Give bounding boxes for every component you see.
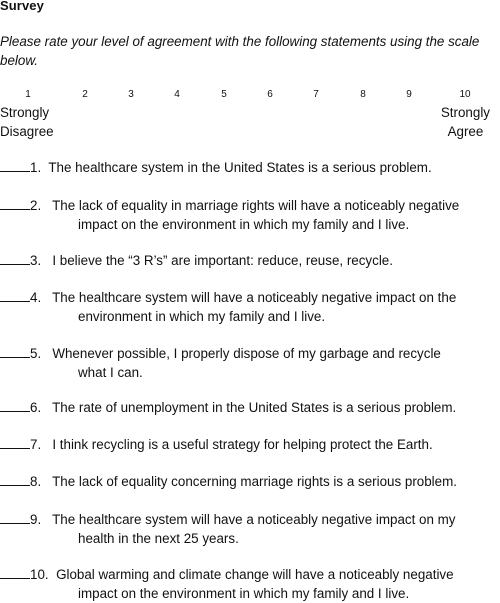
item-text-continued: what I can.	[78, 365, 143, 380]
answer-blank-9[interactable]	[0, 511, 30, 524]
scale-number-9: 9	[406, 89, 412, 100]
item-number: 7.	[30, 437, 42, 452]
item-text-continued: impact on the environment in which my family and I live.	[78, 217, 410, 232]
survey-item-2	[0, 196, 500, 234]
answer-blank-10[interactable]	[0, 566, 30, 579]
item-text-continued: impact on the environment in which my family and I live.	[78, 586, 410, 601]
item-number: 6.	[30, 400, 42, 415]
item-text: The rate of unemployment in the United States is a serious problem.	[52, 400, 457, 415]
item-number: 8.	[30, 474, 42, 489]
scale-number-4: 4	[174, 89, 180, 100]
scale-anchor-left	[0, 103, 54, 141]
answer-blank-2[interactable]	[0, 197, 30, 210]
scale-number-8: 8	[360, 89, 366, 100]
answer-blank-6[interactable]	[0, 399, 30, 412]
item-text: Global warming and climate change will have a noticeably negative	[56, 567, 454, 582]
survey-item-1	[0, 158, 500, 177]
item-number: 1.	[30, 160, 42, 175]
scale-anchor-right-line2: Agree	[447, 124, 484, 139]
scale-anchor-left-line2: Disagree	[0, 124, 54, 139]
item-number: 9.	[30, 512, 42, 527]
survey-title: Survey	[0, 0, 44, 13]
survey-item-7	[0, 435, 500, 454]
survey-item-6	[0, 398, 500, 417]
answer-blank-5[interactable]	[0, 345, 30, 358]
scale-number-6: 6	[267, 89, 273, 100]
survey-item-5	[0, 344, 500, 382]
survey-instructions: Please rate your level of agreement with the following statements using the scale below.	[0, 34, 480, 68]
item-number: 3.	[30, 253, 42, 268]
answer-blank-3[interactable]	[0, 252, 30, 265]
item-text-continued: environment in which my family and I live.	[78, 309, 326, 324]
survey-item-8	[0, 472, 500, 491]
scale-anchor-right	[441, 103, 490, 141]
answer-blank-4[interactable]	[0, 289, 30, 302]
item-text: The healthcare system will have a noticeably negative impact on my	[52, 512, 456, 527]
item-text: I believe the “3 R’s” are important: reduce, reuse, recycle.	[52, 253, 393, 268]
answer-blank-8[interactable]	[0, 473, 30, 486]
item-text: The healthcare system in the United States is a serious problem.	[48, 160, 432, 175]
scale-number-3: 3	[128, 89, 134, 100]
survey-item-3	[0, 251, 500, 270]
item-text: The healthcare system will have a noticeably negative impact on the	[52, 290, 457, 305]
item-number: 10.	[30, 567, 49, 582]
item-number: 4.	[30, 290, 42, 305]
item-number: 2.	[30, 198, 42, 213]
scale-number-10: 10	[459, 89, 471, 100]
item-text: The lack of equality in marriage rights will have a noticeably negative	[52, 198, 460, 213]
item-text-continued: health in the next 25 years.	[78, 531, 239, 546]
scale-number-5: 5	[221, 89, 227, 100]
survey-item-10	[0, 565, 500, 603]
answer-blank-1[interactable]	[0, 159, 30, 172]
scale-number-7: 7	[313, 89, 319, 100]
survey-item-4	[0, 288, 500, 326]
item-number: 5.	[30, 346, 42, 361]
scale-number-1: 1	[25, 89, 31, 100]
item-text: The lack of equality concerning marriage rights is a serious problem.	[52, 474, 457, 489]
survey-item-9	[0, 510, 500, 548]
answer-blank-7[interactable]	[0, 436, 30, 449]
item-text: I think recycling is a useful strategy for helping protect the Earth.	[52, 437, 433, 452]
item-text: Whenever possible, I properly dispose of my garbage and recycle	[52, 346, 441, 361]
scale-anchor-left-line1: Strongly	[0, 105, 50, 120]
scale-anchor-right-line1: Strongly	[440, 105, 490, 120]
scale-number-2: 2	[82, 89, 88, 100]
